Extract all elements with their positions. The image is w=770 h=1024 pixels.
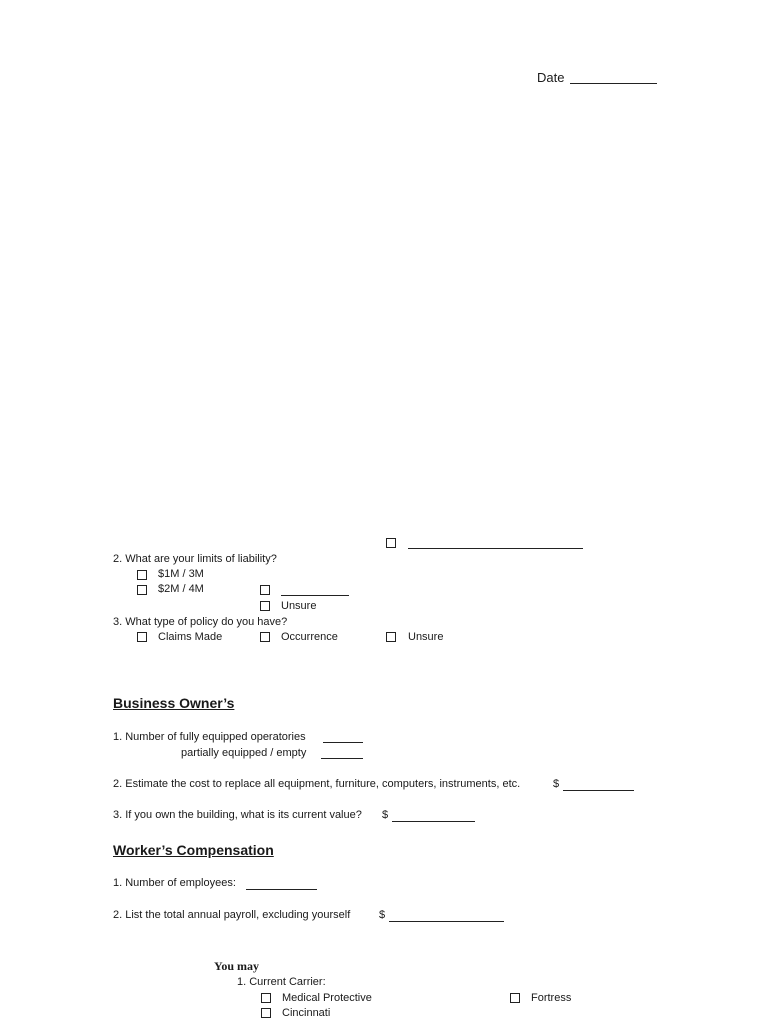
workers-comp-heading: Worker’s Compensation [113, 842, 274, 858]
employees-label: 1. Number of employees: [113, 877, 236, 889]
fortress-checkbox[interactable] [510, 993, 520, 1003]
medical-protective-checkbox[interactable] [261, 993, 271, 1003]
partially-equipped-label: partially equipped / empty [181, 747, 307, 759]
limits-question: 2. What are your limits of liability? [113, 553, 277, 565]
replacement-cost-currency: $ [553, 778, 560, 790]
other-checkbox[interactable] [386, 538, 396, 548]
fully-equipped-label: 1. Number of fully equipped operatories [113, 731, 306, 743]
limits-1m-3m-checkbox[interactable] [137, 570, 147, 580]
fully-equipped-field[interactable] [323, 742, 363, 743]
building-value-label: 3. If you own the building, what is its current value? [113, 809, 362, 821]
policy-unsure-label: Unsure [408, 631, 444, 643]
payroll-field[interactable] [389, 921, 504, 922]
date-label: Date [537, 70, 565, 85]
policy-unsure-checkbox[interactable] [386, 632, 396, 642]
limits-1m-3m-label: $1M / 3M [158, 568, 204, 580]
medical-protective-label: Medical Protective [282, 992, 372, 1004]
occurrence-checkbox[interactable] [260, 632, 270, 642]
limits-2m-4m-checkbox[interactable] [137, 585, 147, 595]
limits-unsure-label: Unsure [281, 600, 317, 612]
limits-2m-4m-label: $2M / 4M [158, 583, 204, 595]
building-value-field[interactable] [392, 821, 475, 822]
limits-other-field[interactable] [281, 595, 349, 596]
limits-unsure-checkbox[interactable] [260, 601, 270, 611]
other-field[interactable] [408, 548, 583, 549]
claims-made-label: Claims Made [158, 631, 223, 643]
current-carrier-label: 1. Current Carrier: [237, 976, 326, 988]
building-value-currency: $ [382, 809, 389, 821]
fortress-label: Fortress [531, 992, 572, 1004]
cincinnati-label: Cincinnati [282, 1007, 331, 1019]
occurrence-label: Occurrence [281, 631, 338, 643]
you-may-title: You may [214, 959, 260, 973]
replacement-cost-field[interactable] [563, 790, 634, 791]
payroll-label: 2. List the total annual payroll, excluding yourself [113, 909, 351, 921]
policy-type-question: 3. What type of policy do you have? [113, 616, 288, 628]
payroll-currency: $ [379, 909, 386, 921]
employees-field[interactable] [246, 889, 317, 890]
claims-made-checkbox[interactable] [137, 632, 147, 642]
partially-equipped-field[interactable] [321, 758, 363, 759]
limits-other-checkbox[interactable] [260, 585, 270, 595]
business-owners-heading: Business Owner’s [113, 695, 235, 711]
replacement-cost-label: 2. Estimate the cost to replace all equipment, furniture, computers, instruments, etc. [113, 778, 521, 790]
date-field[interactable] [570, 83, 657, 84]
cincinnati-checkbox[interactable] [261, 1008, 271, 1018]
